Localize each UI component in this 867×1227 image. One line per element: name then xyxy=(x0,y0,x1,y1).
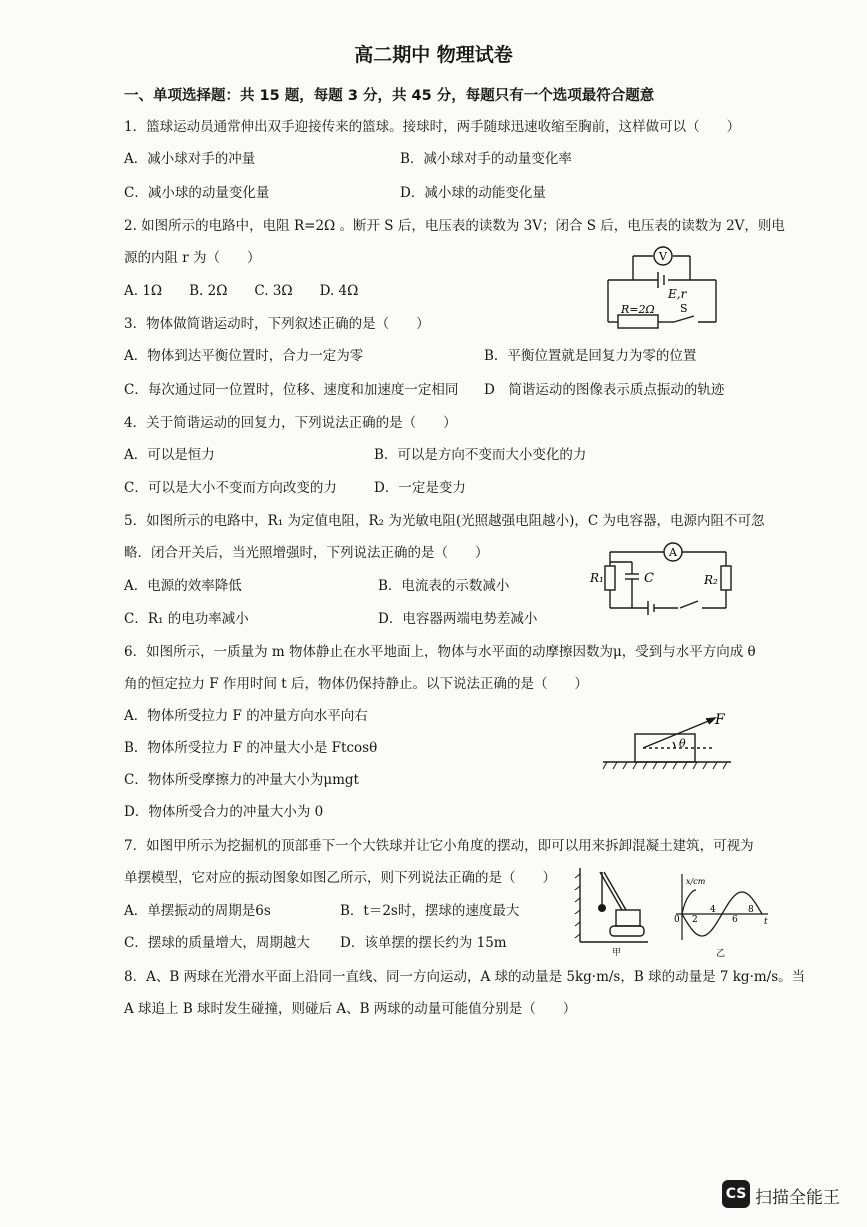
q5-circuit-figure xyxy=(588,538,738,620)
q3-option-c: C．每次通过同一位置时，位移、速度和加速度一定相同 xyxy=(124,382,459,398)
q4-option-a: A．可以是恒力 xyxy=(124,447,215,463)
voltmeter-label: V xyxy=(659,250,667,263)
q2-stem-line1: 2. 如图所示的电路中，电阻 R=2Ω 。断开 S 后，电压表的读数为 3V；闭合 S 后，电压表的读数为 2V，则电 xyxy=(124,218,785,234)
q3-option-d: D 简谐运动的图像表示质点振动的轨迹 xyxy=(484,382,725,398)
force-label: F xyxy=(715,712,725,728)
figure-yi-label: 乙 xyxy=(716,949,726,959)
q1-option-a: A．减小球对手的冲量 xyxy=(124,151,256,167)
r1-label: R₁ xyxy=(590,571,604,585)
capacitor-label: C xyxy=(644,571,654,586)
figure-jia-label: 甲 xyxy=(612,948,622,958)
tick-label-8: 8 xyxy=(748,905,754,915)
q4-option-c: C．可以是大小不变而方向改变的力 xyxy=(124,480,337,496)
q7-option-d: D．该单摆的摆长约为 15m xyxy=(340,935,507,951)
q1-option-c: C．减小球的动量变化量 xyxy=(124,185,270,201)
tick-label-4: 4 xyxy=(710,905,716,915)
q5-option-b: B．电流表的示数减小 xyxy=(378,578,510,594)
graph-origin-label: 0 xyxy=(674,915,680,925)
q5-option-d: D．电容器两端电势差减小 xyxy=(378,611,538,627)
camscanner-brand: 扫描全能王 xyxy=(755,1188,840,1208)
q3-option-a: A．物体到达平衡位置时，合力一定为零 xyxy=(124,348,364,364)
q6-option-c: C．物体所受摩擦力的冲量大小为μmgt xyxy=(124,772,359,788)
q1-stem: 1．篮球运动员通常伸出双手迎接传来的篮球。接球时，两手随球迅速收缩至胸前，这样做可以（ ） xyxy=(124,119,741,135)
q7-option-a: A．单摆振动的周期是6s xyxy=(124,903,271,919)
angle-label: θ xyxy=(679,737,686,750)
q7-stem-line2: 单摆模型，它对应的振动图象如图乙所示，则下列说法正确的是（ ） xyxy=(124,870,556,886)
q6-block-figure xyxy=(603,712,733,772)
q7-oscillation-graph xyxy=(672,874,772,958)
tick-label-2: 2 xyxy=(692,915,698,925)
q2-options: A. 1Ω B. 2Ω C. 3Ω D. 4Ω xyxy=(124,283,359,299)
q4-option-d: D．一定是变力 xyxy=(374,480,466,496)
q7-option-c: C．摆球的质量增大，周期越大 xyxy=(124,935,310,951)
q2-stem-line2: 源的内阻 r 为（ ） xyxy=(124,250,261,266)
camscanner-logo: CS xyxy=(722,1180,750,1208)
q3-option-b: B．平衡位置就是回复力为零的位置 xyxy=(484,348,697,364)
q8-stem-line1: 8．A、B 两球在光滑水平面上沿同一直线、同一方向运动，A 球的动量是 5kg·m/s，B 球的动量是 7 kg·m/s。当 xyxy=(124,969,806,985)
r2-label: R₂ xyxy=(704,573,718,587)
q8-stem-line2: A 球追上 B 球时发生碰撞，则碰后 A、B 两球的动量可能值分别是（ ） xyxy=(124,1001,577,1017)
q7-excavator-figure xyxy=(572,864,652,956)
q6-option-b: B．物体所受拉力 F 的冲量大小是 Ftcosθ xyxy=(124,740,378,756)
q6-stem-line2: 角的恒定拉力 F 作用时间 t 后，物体仍保持静止。以下说法正确的是（ ） xyxy=(124,676,588,692)
page-title: 高二期中 物理试卷 xyxy=(354,44,513,66)
q4-option-b: B．可以是方向不变而大小变化的力 xyxy=(374,447,587,463)
tick-label-6: 6 xyxy=(732,915,738,925)
q6-option-a: A．物体所受拉力 F 的冲量方向水平向右 xyxy=(124,708,368,724)
q4-stem: 4．关于简谐运动的回复力，下列说法正确的是（ ） xyxy=(124,415,457,431)
q5-stem-line2: 略．闭合开关后，当光照增强时，下列说法正确的是（ ） xyxy=(124,545,489,561)
resistor-label: R=2Ω xyxy=(621,303,655,316)
q7-option-b: B．t＝2s时，摆球的速度最大 xyxy=(340,903,520,919)
q3-stem: 3．物体做简谐运动时，下列叙述正确的是（ ） xyxy=(124,316,430,332)
section-heading: 一、单项选择题：共 15 题，每题 3 分，共 45 分，每题只有一个选项最符合题意 xyxy=(124,88,655,104)
ammeter-label: A xyxy=(669,546,677,559)
q5-option-a: A．电源的效率降低 xyxy=(124,578,242,594)
q6-stem-line1: 6．如图所示，一质量为 m 物体静止在水平地面上，物体与水平面的动摩擦因数为μ，受到与水平方向成 θ xyxy=(124,644,756,660)
q5-option-c: C．R₁ 的电功率减小 xyxy=(124,611,249,627)
q1-option-b: B．减小球对手的动量变化率 xyxy=(400,151,572,167)
q7-stem-line1: 7．如图甲所示为挖掘机的顶部垂下一个大铁球并让它小角度的摆动，即可以用来拆卸混凝土建筑，可视为 xyxy=(124,838,754,854)
q2-circuit-figure xyxy=(598,238,728,333)
q5-stem-line1: 5．如图所示的电路中，R₁ 为定值电阻，R₂ 为光敏电阻(光照越强电阻越小)，C 为电容器，电源内阻不可忽 xyxy=(124,513,765,529)
q6-option-d: D．物体所受合力的冲量大小为 0 xyxy=(124,804,324,820)
q1-option-d: D．减小球的动能变化量 xyxy=(400,185,546,201)
graph-y-label: x/cm xyxy=(686,877,706,886)
source-label: E,r xyxy=(668,287,687,301)
switch-label: S xyxy=(680,302,688,315)
graph-t-label: t xyxy=(764,917,768,927)
